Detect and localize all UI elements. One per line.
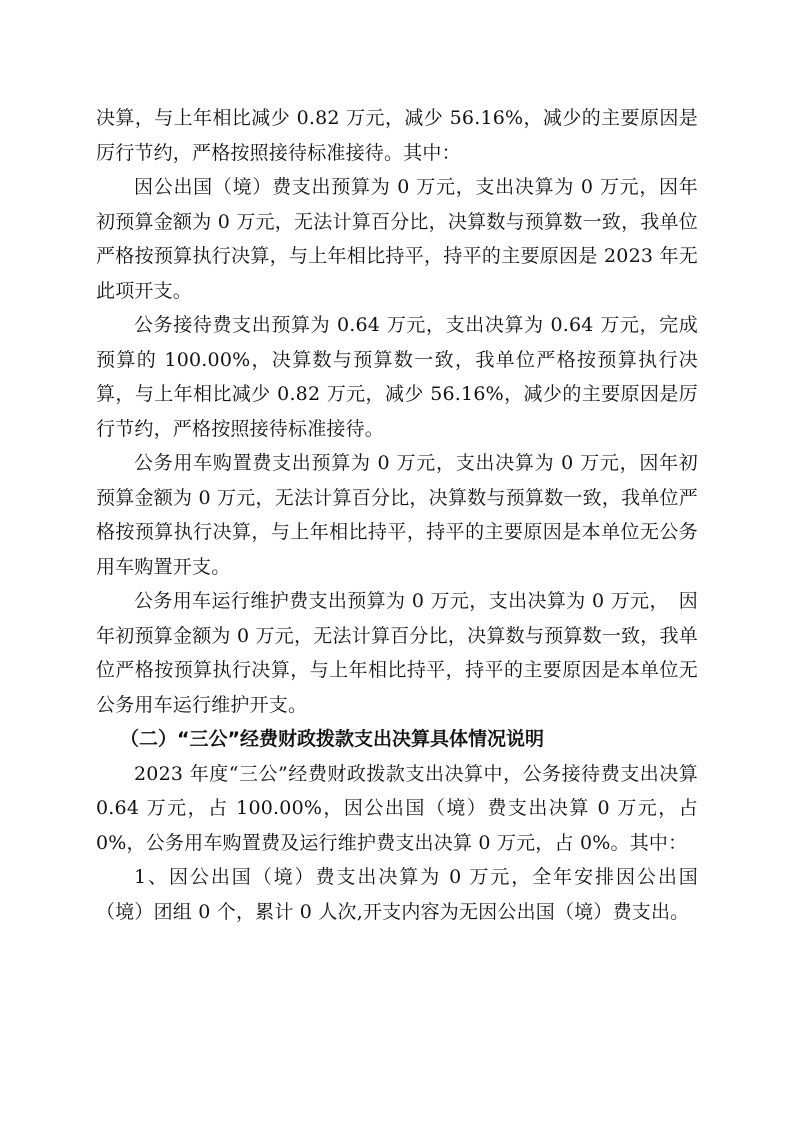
document-body	[96, 101, 698, 929]
paragraph-continuation: 决算，与上年相比减少 0.82 万元，减少 56.16%，减少的主要原因是厉行节约，严格按照接待标准接待。其中：	[96, 107, 698, 164]
section-heading: （二）“三公”经费财政拨款支出决算具体情况说明	[120, 728, 544, 750]
paragraph-overseas-travel: 因公出国（境）费支出预算为 0 万元，支出决算为 0 万元，因年初预算金额为 0 万元，无法计算百分比，决算数与预算数一致，我单位严格按预算执行决算，与上年相比持平，持平的主要原因是 2023 年无此项开支。	[96, 176, 698, 302]
paragraph-vehicle-purchase: 公务用车购置费支出预算为 0 万元，支出决算为 0 万元，因年初预算金额为 0 万元，无法计算百分比，决算数与预算数一致，我单位严格按预算执行决算，与上年相比持平，持平的主要原因是本单位无公务用车购置开支。	[96, 452, 698, 578]
paragraph-overseas-detail: 1、因公出国（境）费支出决算为 0 万元，全年安排因公出国（境）团组 0 个，累计 0 人次,开支内容为无因公出国（境）费支出。	[96, 866, 698, 923]
paragraph-vehicle-maintenance: 公务用车运行维护费支出预算为 0 万元，支出决算为 0 万元， 因年初预算金额为 0 万元，无法计算百分比，决算数与预算数一致，我单位严格按预算执行决算，与上年相比持平，持平的主要原因是本单位无公务用车运行维护开支。	[96, 590, 698, 716]
paragraph-official-reception: 公务接待费支出预算为 0.64 万元，支出决算为 0.64 万元，完成预算的 100.00%，决算数与预算数一致，我单位严格按预算执行决算，与上年相比减少 0.82 万元，减少 56.16%，减少的主要原因是厉行节约，严格按照接待标准接待。	[96, 314, 698, 440]
paragraph-summary: 2023 年度“三公”经费财政拨款支出决算中，公务接待费支出决算 0.64 万元，占 100.00%，因公出国（境）费支出决算 0 万元，占 0%，公务用车购置费及运行维护费支出决算 0 万元，占 0%。其中：	[96, 762, 698, 854]
